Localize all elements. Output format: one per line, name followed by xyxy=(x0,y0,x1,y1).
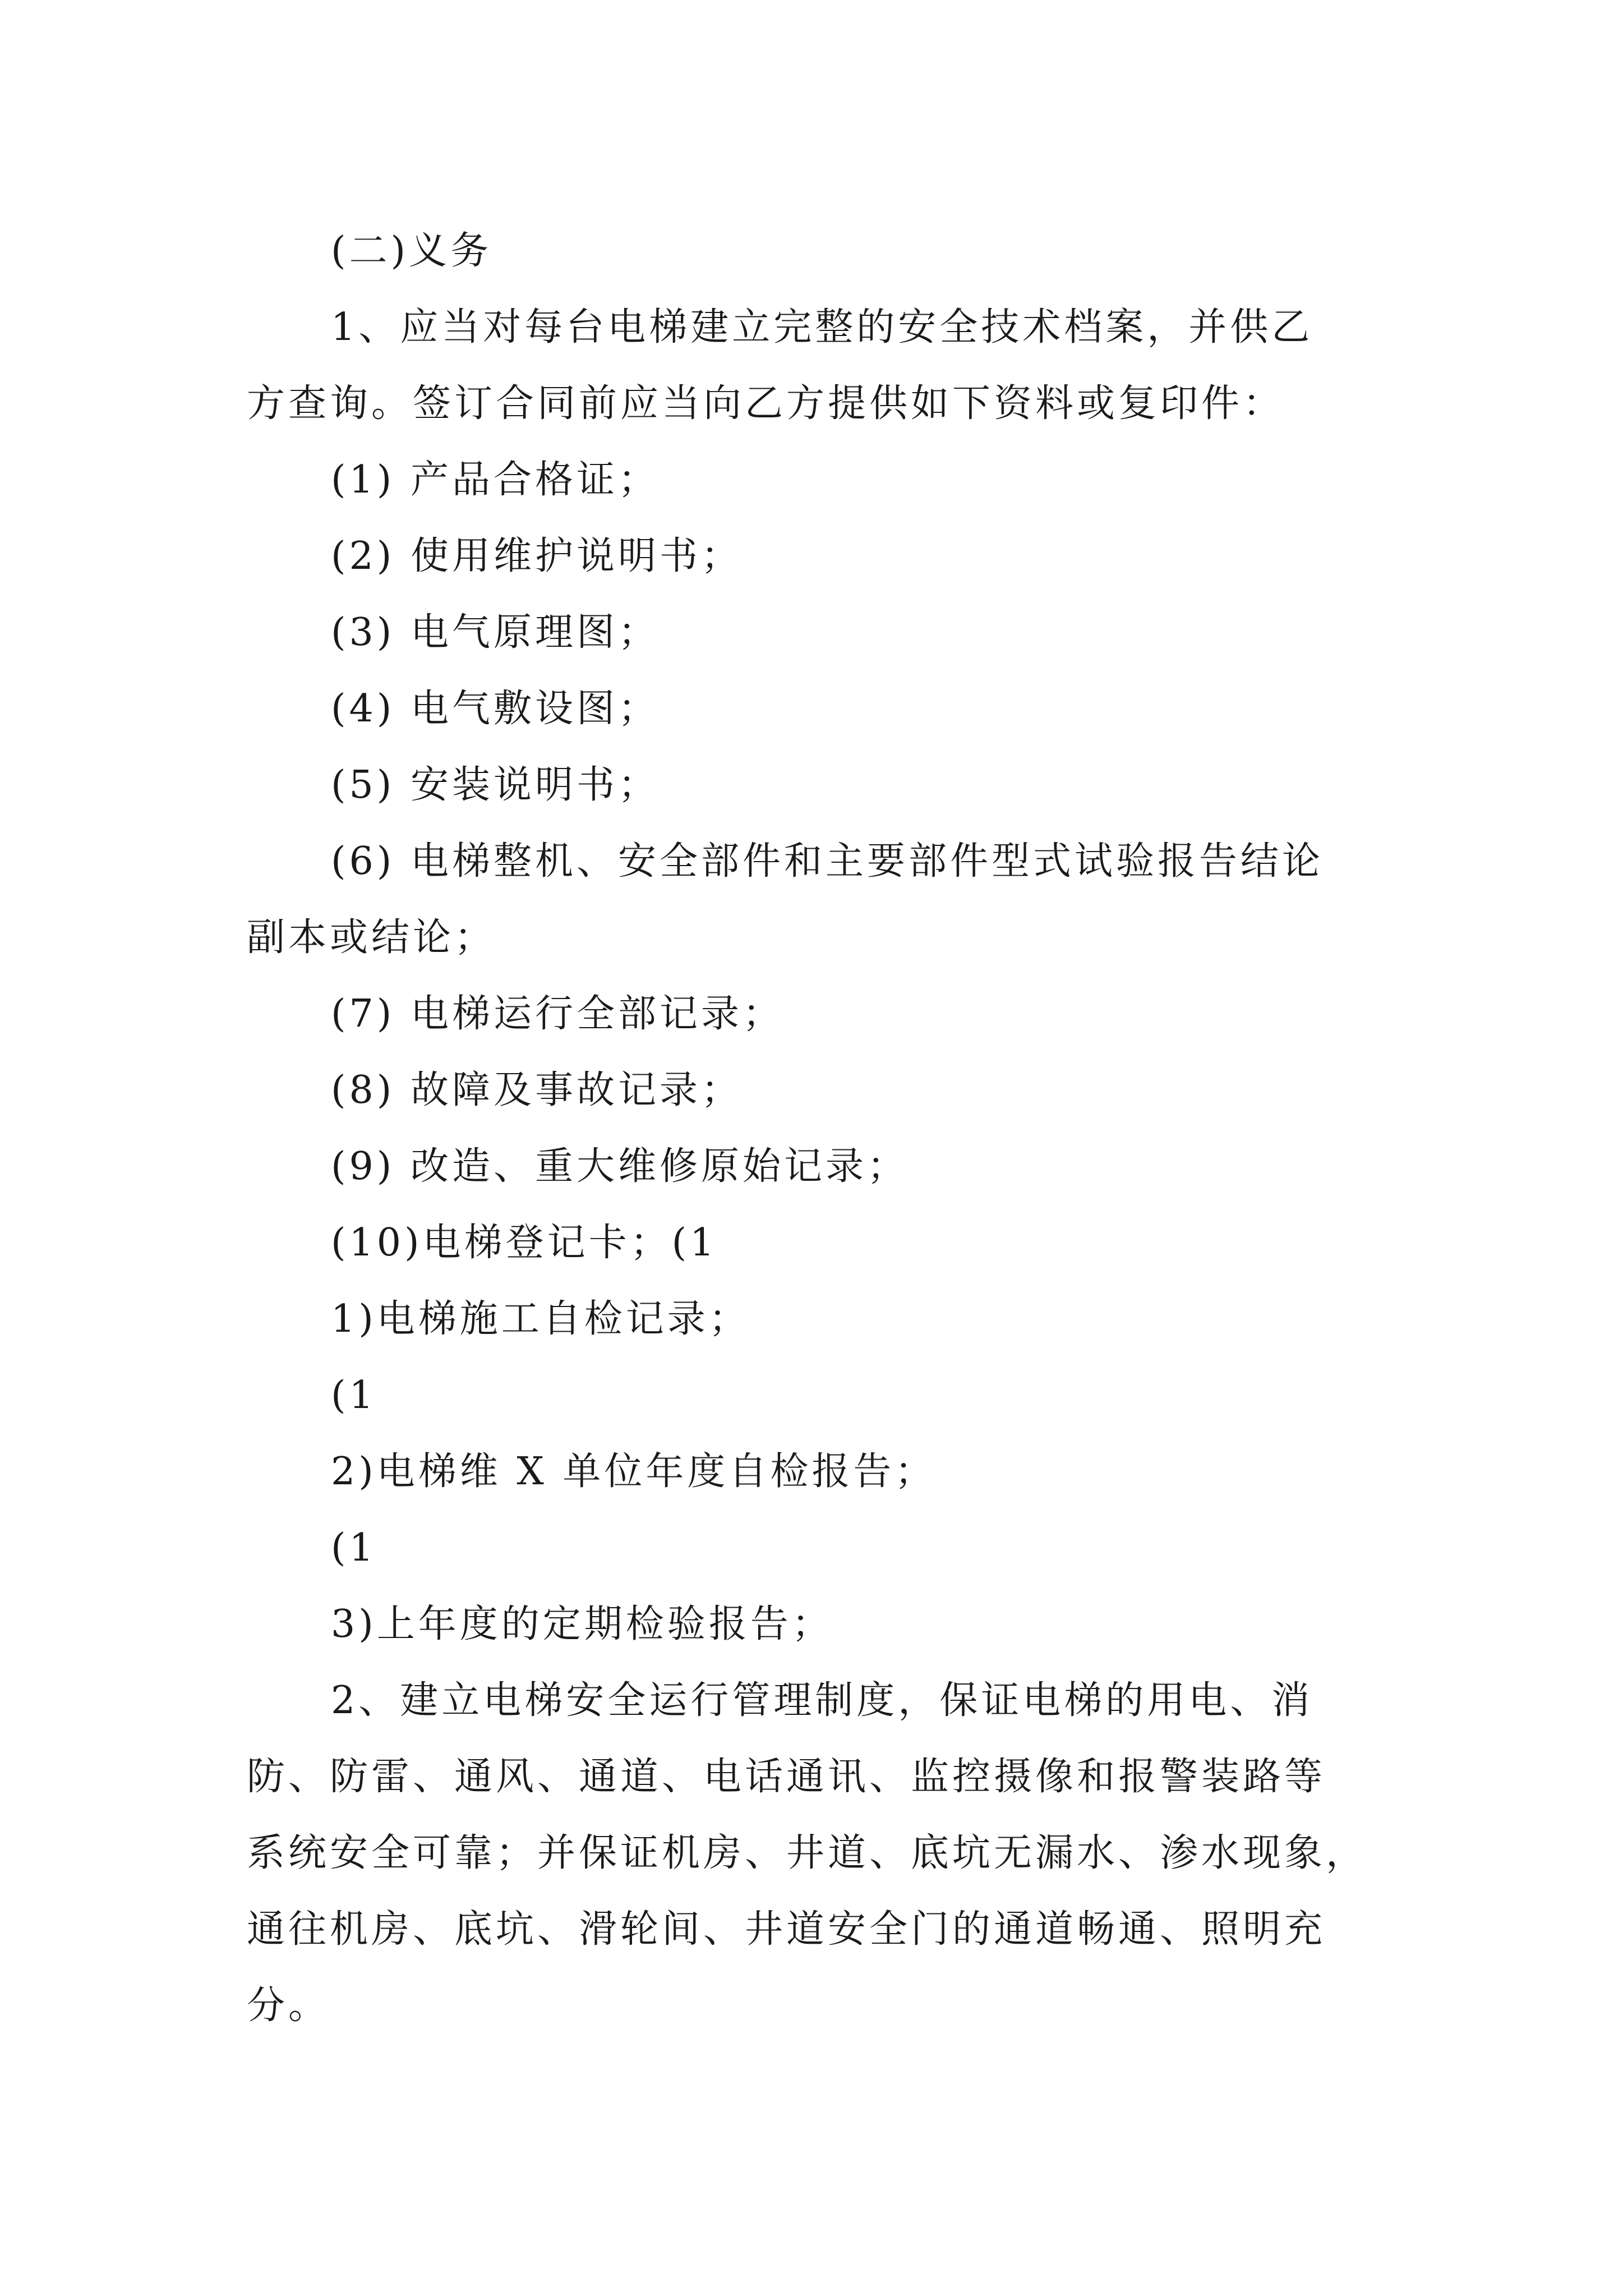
list-item: (8) 故障及事故记录； xyxy=(331,1068,743,1112)
section-heading-obligations: (二)义务 xyxy=(331,229,492,273)
list-item: (9) 改造、重大维修原始记录； xyxy=(331,1144,909,1189)
paragraph-line: 系统安全可靠；并保证机房、井道、底坑无漏水、渗水现象， xyxy=(247,1831,1368,1875)
paragraph-line: 2、建立电梯安全运行管理制度，保证电梯的用电、消 xyxy=(331,1678,1313,1723)
list-item: 1)电梯施工自检记录； xyxy=(331,1297,750,1341)
list-item: 3)上年度的定期检验报告； xyxy=(331,1602,833,1646)
list-item: (1 xyxy=(331,1526,377,1570)
paragraph-line: 防、防雷、通风、通道、电话通讯、监控摄像和报警装路等 xyxy=(247,1755,1326,1799)
list-item-continuation: 副本或结论； xyxy=(247,915,496,960)
list-item: (4) 电气敷设图； xyxy=(331,687,660,731)
list-item: (1 xyxy=(331,1373,377,1418)
list-item: (2) 使用维护说明书； xyxy=(331,534,743,578)
list-item: (10)电梯登记卡；(1 xyxy=(331,1221,718,1265)
document-body xyxy=(247,213,1391,2044)
list-item: (1) 产品合格证； xyxy=(331,458,660,502)
list-item: (6) 电梯整机、安全部件和主要部件型式试验报告结论 xyxy=(331,839,1324,884)
paragraph-line: 通往机房、底坑、滑轮间、井道安全门的通道畅通、照明充 xyxy=(247,1907,1326,1952)
list-item: (3) 电气原理图； xyxy=(331,610,660,655)
list-item: (7) 电梯运行全部记录； xyxy=(331,992,784,1036)
list-item: (5) 安装说明书； xyxy=(331,763,660,807)
list-item: 2)电梯维 X 单位年度自检报告； xyxy=(331,1450,937,1494)
paragraph-line: 方查询。签订合同前应当向乙方提供如下资料或复印件： xyxy=(247,381,1285,426)
paragraph-line: 分。 xyxy=(247,1984,330,2028)
paragraph-line: 1、应当对每台电梯建立完整的安全技术档案，并供乙 xyxy=(331,305,1313,349)
